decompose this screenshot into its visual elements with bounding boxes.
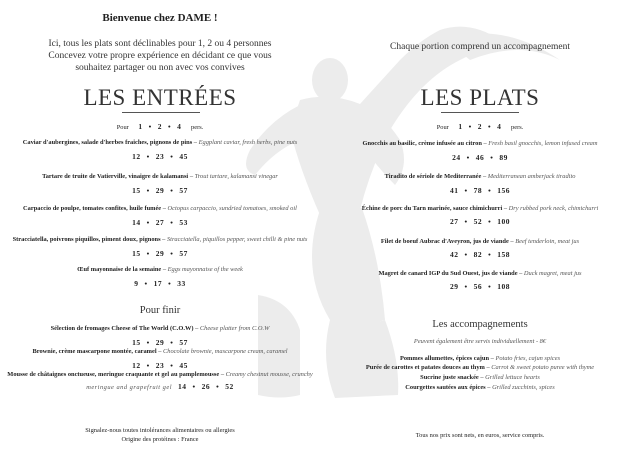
bullet: •: [216, 382, 220, 391]
sides-note: Peuvent également être servis individuellement - 8€: [413, 338, 547, 345]
intro-line: souhaitez partager ou non avec vos convives: [75, 63, 245, 73]
item-en: Trout tartare, kalamansi vinegar: [194, 173, 278, 180]
dash: –: [160, 236, 167, 243]
bullet: •: [148, 122, 152, 131]
bullet: •: [170, 361, 174, 370]
price: 24: [452, 153, 461, 162]
size: 4: [177, 122, 182, 131]
welcome-title: Bienvenue chez DAME !: [102, 12, 218, 24]
menu-item-name: [378, 271, 581, 277]
intro-line: Ici, tous les plats sont déclinables pour 1, 2 ou 4 personnes: [48, 39, 272, 49]
bullet: •: [146, 186, 150, 195]
price: 15: [132, 338, 141, 347]
bullet: •: [170, 338, 174, 347]
item-en: Chocolate brownie, mascarpone cream, caramel: [163, 348, 288, 355]
bullet: •: [488, 250, 492, 259]
item-en: Carrot & sweet potato puree with thyme: [491, 364, 595, 371]
dash: –: [489, 355, 496, 362]
dash: –: [484, 364, 492, 371]
menu-item-name: [420, 375, 540, 381]
item-en: Grilled zucchinis, spices: [492, 384, 555, 391]
dash: –: [156, 348, 164, 355]
item-en: Stracciatella, piquillos pepper, sweet chilli & pine nuts: [166, 236, 308, 243]
size: 1: [458, 122, 463, 131]
plats-title: LES PLATS: [420, 85, 540, 110]
price-row: [450, 187, 510, 195]
price-row: [132, 187, 188, 195]
menu-item-name: [13, 237, 308, 243]
price: 29: [449, 282, 459, 291]
price: 26: [201, 382, 211, 391]
item-en: Eggplant caviar, fresh herbs, pine nuts: [198, 139, 298, 146]
price: 33: [177, 279, 186, 288]
bullet: •: [192, 382, 196, 391]
menu-item-name: [23, 140, 297, 146]
item-en: Potato fries, cajun spices: [495, 355, 561, 362]
dash: –: [485, 384, 493, 391]
pers-label: pers.: [191, 124, 204, 131]
item-fr: Œuf mayonnaise de la semaine: [77, 266, 162, 273]
pers-label: pers.: [511, 124, 524, 131]
price: 23: [155, 361, 165, 370]
dash: –: [188, 173, 195, 180]
divider: [122, 112, 200, 113]
bullet: •: [468, 122, 472, 131]
price: 52: [225, 382, 234, 391]
footer-allergies: Signalez-nous toutes intolérances alimentaires ou allergies: [85, 427, 235, 434]
price: 23: [155, 152, 165, 161]
dash: –: [517, 270, 524, 277]
price: 45: [179, 152, 188, 161]
bullet: •: [144, 279, 148, 288]
item-fr: Filet de boeuf Aubrac d'Aveyron, jus de viande: [380, 238, 509, 245]
price: 82: [473, 250, 483, 259]
price-row: [132, 219, 188, 227]
price: 100: [497, 217, 511, 226]
item-fr: Tiradito de sériole de Mediterranée: [384, 173, 482, 180]
size: 4: [497, 122, 502, 131]
dash: –: [478, 374, 486, 381]
bullet: •: [146, 152, 150, 161]
price: 108: [497, 282, 511, 291]
dash: –: [481, 173, 488, 180]
item-en: Eggs mayonnaise of the week: [167, 266, 243, 273]
price: 9: [134, 279, 139, 288]
price: 57: [179, 186, 188, 195]
dash: –: [219, 371, 226, 378]
footer-origin: Origine des protéines : France: [121, 436, 199, 443]
price: 14: [177, 382, 187, 391]
portion-header: [117, 123, 204, 131]
item-en: Duck magret, meat jus: [523, 270, 582, 277]
item-fr: Courgettes sautées aux épices: [405, 384, 486, 391]
menu-item-name: [362, 206, 599, 212]
price-row: [134, 280, 186, 288]
price: 29: [155, 249, 165, 258]
bullet: •: [168, 122, 172, 131]
price: 89: [499, 153, 508, 162]
pour-label: Pour: [116, 124, 129, 131]
divider: [441, 112, 519, 113]
price: 27: [449, 217, 459, 226]
price: 12: [132, 152, 141, 161]
price: 56: [473, 282, 483, 291]
price-row: [450, 283, 510, 291]
bullet: •: [464, 186, 468, 195]
item-en: Octopus carpaccio, sundried tomatoes, smoked oil: [167, 205, 297, 212]
bullet: •: [146, 361, 150, 370]
item-en: Dry rubbed pork neck, chimichurri: [508, 205, 599, 212]
bullet: •: [146, 338, 150, 347]
item-fr: Échine de porc du Tarn marinée, sauce chimichurri: [361, 205, 503, 212]
footer-prices: Tous nos prix sont nets, en euros, service compris.: [415, 432, 545, 439]
menu-item-name: [400, 356, 560, 362]
menu-item-name: [51, 326, 270, 332]
menu-item-name: [33, 349, 288, 355]
price: 46: [475, 153, 485, 162]
bullet: •: [466, 153, 470, 162]
portion-header: [437, 123, 524, 131]
price: 57: [179, 249, 188, 258]
dash: –: [192, 139, 199, 146]
price: 12: [132, 361, 141, 370]
price: 57: [179, 338, 188, 347]
dash: –: [508, 238, 516, 245]
bullet: •: [464, 250, 468, 259]
entrees-title: LES ENTRÉES: [83, 85, 237, 110]
price: 15: [132, 249, 141, 258]
bullet: •: [490, 153, 494, 162]
pour-label: Pour: [436, 124, 449, 131]
item-fr: Tartare de truite de Vatierville, vinaigre de kalamansi: [42, 173, 189, 180]
size: 2: [477, 122, 483, 131]
item-en: Fresh basil gnocchis, lemon infused cream: [488, 140, 598, 147]
bullet: •: [170, 218, 174, 227]
price: 15: [132, 186, 141, 195]
price: 29: [155, 338, 165, 347]
price-row: [132, 362, 188, 370]
price-row: [452, 154, 508, 162]
intro-line: Concevez votre propre expérience en décidant ce que vous: [48, 51, 272, 61]
desserts-title: Pour finir: [139, 305, 181, 316]
price: 53: [179, 218, 188, 227]
bullet: •: [168, 279, 172, 288]
size: 2: [157, 122, 163, 131]
price: 78: [473, 186, 483, 195]
bullet: •: [488, 282, 492, 291]
price: 29: [155, 186, 165, 195]
item-fr: Mousse de châtaignes onctueuse, meringue craquante et gel au pamplemousse: [7, 371, 220, 378]
bullet: •: [170, 152, 174, 161]
price-row: [86, 383, 234, 391]
menu-item-name: [381, 239, 579, 245]
bullet: •: [146, 218, 150, 227]
item-fr: Stracciatella, poivrons piquillos, piment doux, pignons: [12, 236, 161, 243]
bullet: •: [464, 217, 468, 226]
dash: –: [161, 266, 168, 273]
dash: –: [481, 140, 489, 147]
price: 156: [497, 186, 511, 195]
menu-item-name: [366, 365, 594, 371]
bullet: •: [170, 249, 174, 258]
bullet: •: [146, 249, 150, 258]
dash: –: [161, 205, 168, 212]
dash: –: [193, 325, 200, 332]
price: 42: [449, 250, 459, 259]
price-row: [450, 218, 510, 226]
dash: –: [502, 205, 509, 212]
menu-item-name: [7, 372, 312, 378]
price: 27: [155, 218, 165, 227]
bullet: •: [170, 186, 174, 195]
item-en: Beef tenderloin, meat jus: [515, 238, 580, 245]
menu-item-name: [42, 174, 278, 180]
price: 17: [153, 279, 163, 288]
menu-item-name: [23, 206, 297, 212]
item-en: Grilled lettuce hearts: [485, 374, 540, 381]
price: 41: [449, 186, 459, 195]
item-fr: Magret de canard IGP du Sud Ouest, jus de viande: [378, 270, 518, 277]
menu-item-name: [77, 267, 243, 273]
item-fr: Purée de carottes et patates douces au thym: [365, 364, 485, 371]
price: 45: [179, 361, 188, 370]
item-en: Creamy chestnut mousse, crunchy: [225, 371, 313, 378]
price-row: [132, 339, 188, 347]
bullet: •: [488, 122, 492, 131]
menu-item-name: [385, 174, 576, 180]
menu-item-name: [405, 385, 554, 391]
item-fr: Gnocchis au basilic, crème infusée au citron: [362, 140, 482, 147]
menu-item-name: [363, 141, 598, 147]
item-en: meringue and grapefruit gel: [86, 384, 172, 391]
item-fr: Caviar d'aubergines, salade d'herbes fraiches, pignons de pins: [22, 139, 193, 146]
item-fr: Pommes allumettes, épices cajun: [399, 355, 490, 362]
item-en: Cheese platter from C.O.W: [199, 325, 270, 332]
price: 14: [132, 218, 141, 227]
item-fr: Brownie, crème mascarpone montée, caramel: [32, 348, 157, 355]
price: 158: [497, 250, 511, 259]
bullet: •: [464, 282, 468, 291]
price-row: [132, 153, 188, 161]
price-row: [132, 250, 188, 258]
item-en: Mediterranean amberjack tiradito: [487, 173, 576, 180]
item-fr: Sélection de fromages Cheese of The World (C.O.W): [50, 325, 194, 332]
size: 1: [138, 122, 143, 131]
portion-note: Chaque portion comprend un accompagnement: [390, 42, 570, 52]
item-fr: Carpaccio de poulpe, tomates confites, huile fumée: [23, 205, 162, 212]
price: 52: [473, 217, 483, 226]
sides-title: Les accompagnements: [432, 319, 528, 330]
price-row: [450, 251, 510, 259]
bullet: •: [488, 217, 492, 226]
bullet: •: [488, 186, 492, 195]
item-fr: Sucrine juste snackée: [420, 374, 479, 381]
